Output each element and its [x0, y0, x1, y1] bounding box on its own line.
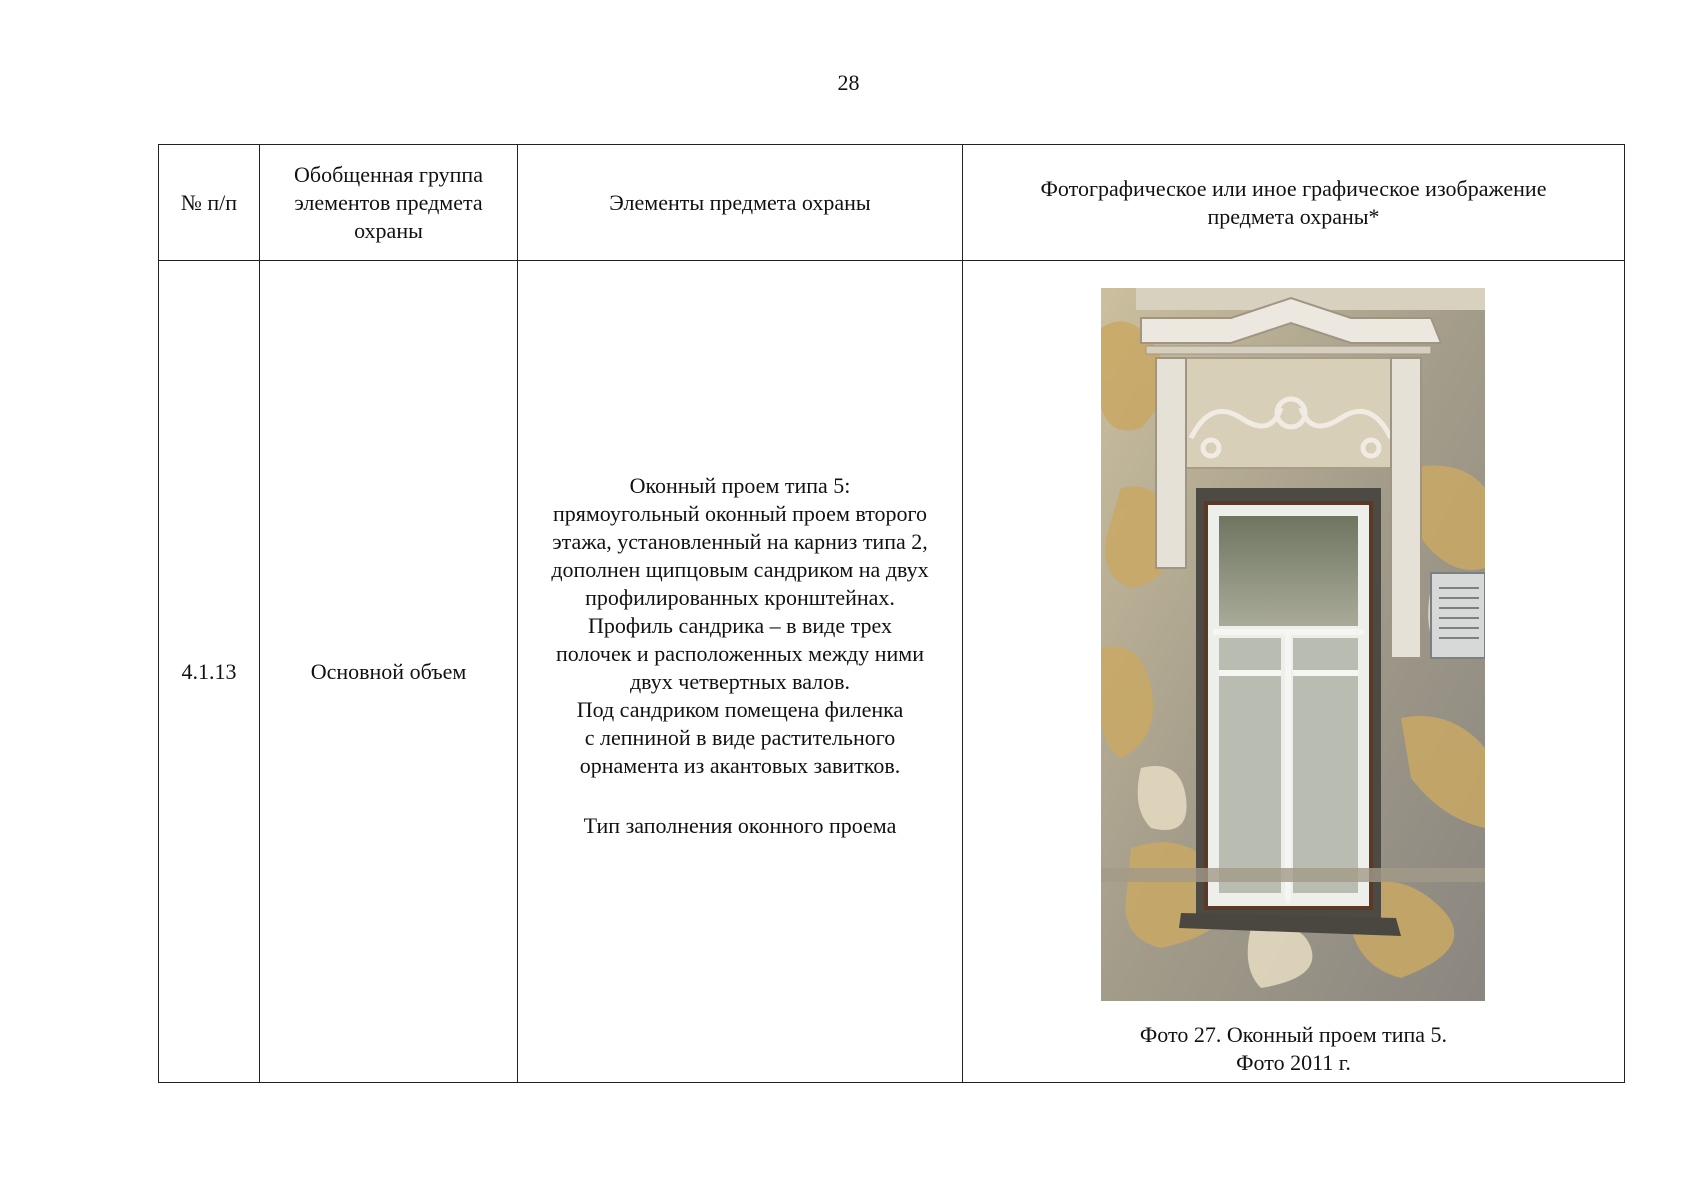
description-line: двух четвертных валов.	[629, 668, 851, 694]
description-line: Под сандриком помещена филенка	[576, 696, 904, 722]
description-line: Оконный проем типа 5:	[629, 472, 851, 498]
header-elements: Элементы предмета охраны	[518, 145, 963, 261]
description-text	[528, 472, 952, 840]
photo-caption	[963, 1021, 1624, 1077]
window-photo	[1101, 288, 1485, 1001]
description-line: Тип заполнения оконного проема	[583, 812, 897, 838]
header-num: № п/п	[159, 145, 260, 261]
table-row	[159, 261, 1625, 1083]
description-line: с лепниной в виде растительного	[584, 724, 896, 750]
table-header-row	[159, 145, 1625, 261]
page-number: 28	[837, 70, 860, 95]
description-gap	[528, 780, 952, 812]
photo-caption-line1: Фото 27. Оконный проем типа 5.	[1139, 1022, 1448, 1047]
row-elements-description	[518, 261, 963, 1083]
photo-caption-line2: Фото 2011 г.	[1236, 1050, 1351, 1075]
description-line: Профиль сандрика – в виде трех	[588, 612, 892, 638]
header-group: Обобщенная группа элементов предмета охраны	[260, 145, 518, 261]
description-line: орнамента из акантовых завитков.	[579, 752, 901, 778]
row-photo	[963, 261, 1625, 1083]
description-line: дополнен щипцовым сандриком на двух	[551, 556, 929, 582]
description-line: профилированных кронштейнах.	[585, 584, 895, 610]
description-line: этажа, установленный на карниз типа 2,	[552, 528, 928, 554]
description-line: прямоугольный оконный проем второго	[552, 500, 928, 526]
header-photo: Фотографическое или иное графическое изображение предмета охраны*	[963, 145, 1625, 261]
row-num: 4.1.13	[159, 261, 260, 1083]
row-group: Основной объем	[260, 261, 518, 1083]
heritage-elements-table	[158, 144, 1625, 1083]
description-line: полочек и расположенных между ними	[556, 640, 924, 666]
